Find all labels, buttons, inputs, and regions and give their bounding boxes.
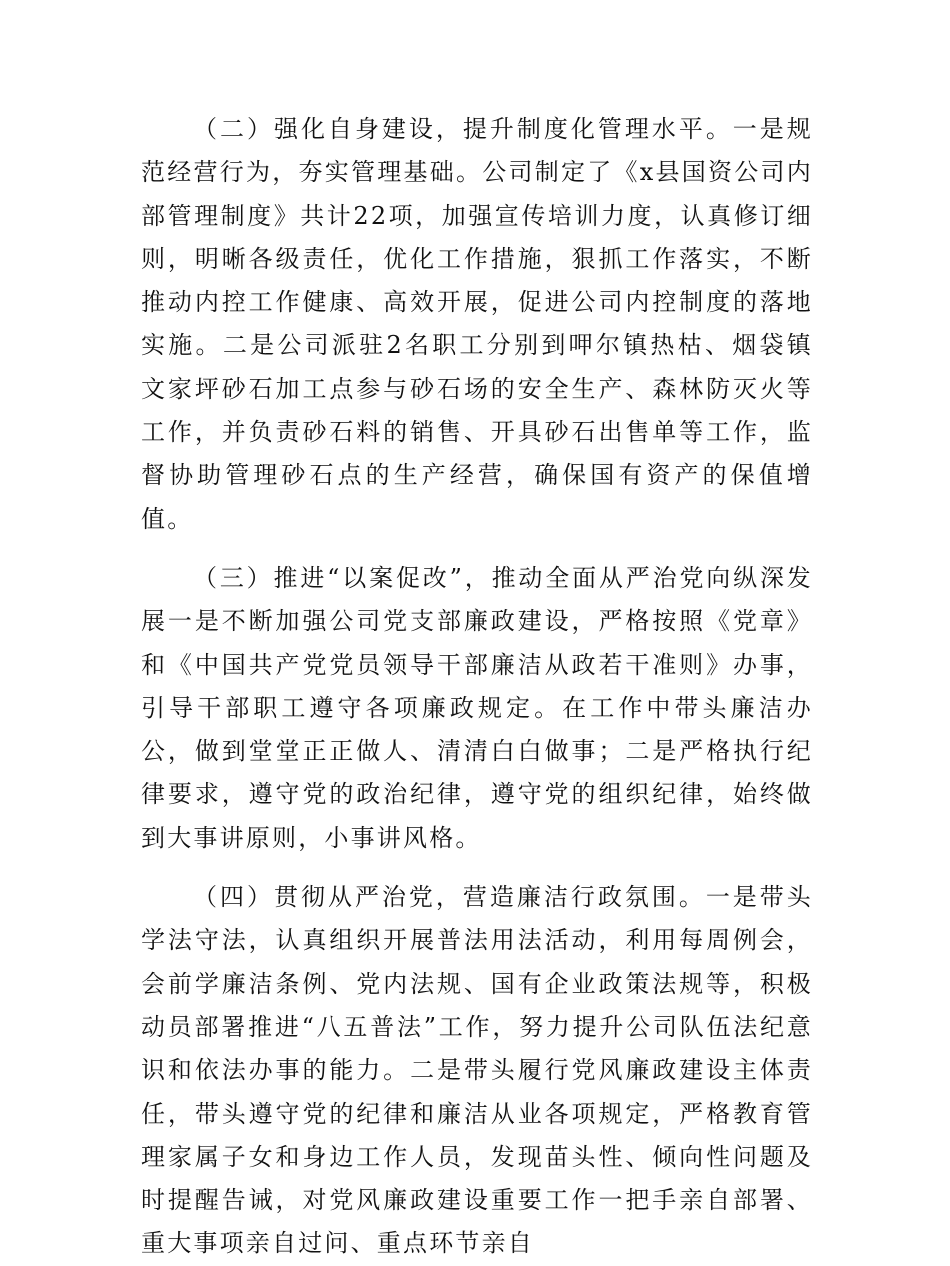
document-body (141, 108, 813, 1266)
paragraph-section-4: （四）贯彻从严治党，营造廉洁行政氛围。一是带头学法守法，认真组织开展普法用法活动，利用每周例会，会前学廉洁条例、党内法规、国有企业政策法规等，积极动员部署推进“八五普法”工作，努力提升公司队伍法纪意识和依法办事的能力。二是带头履行党风廉政建设主体责任，带头遵守党的纪律和廉洁从业各项规定，严格教育管理家属子女和身边工作人员，发现苗头性、倾向性问题及时提醒告诫，对党风廉政建设重要工作一把手亲自部署、重大事项亲自过问、重点环节亲自 (141, 883, 813, 1258)
paragraph-section-2: （二）强化自身建设，提升制度化管理水平。一是规范经营行为，夯实管理基础。公司制定了《x县国资公司内部管理制度》共计22项，加强宣传培训力度，认真修订细则，明晰各级责任，优化工作措施，狠抓工作落实，不断推动内控工作健康、高效开展，促进公司内控制度的落地实施。二是公司派驻2名职工分别到呷尔镇热枯、烟袋镇文家坪砂石加工点参与砂石场的安全生产、森林防灭火等工作，并负责砂石料的销售、开具砂石出售单等工作，监督协助管理砂石点的生产经营，确保国有资产的保值增值。 (141, 115, 813, 533)
paragraph-section-3: （三）推进“以案促改”，推动全面从严治党向纵深发展一是不断加强公司党支部廉政建设，严格按照《党章》和《中国共产党党员领导干部廉洁从政若干准则》办事，引导干部职工遵守各项廉政规定。在工作中带头廉洁办公，做到堂堂正正做人、清清白白做事；二是严格执行纪律要求，遵守党的政治纪律，遵守党的组织纪律，始终做到大事讲原则，小事讲风格。 (141, 563, 813, 852)
